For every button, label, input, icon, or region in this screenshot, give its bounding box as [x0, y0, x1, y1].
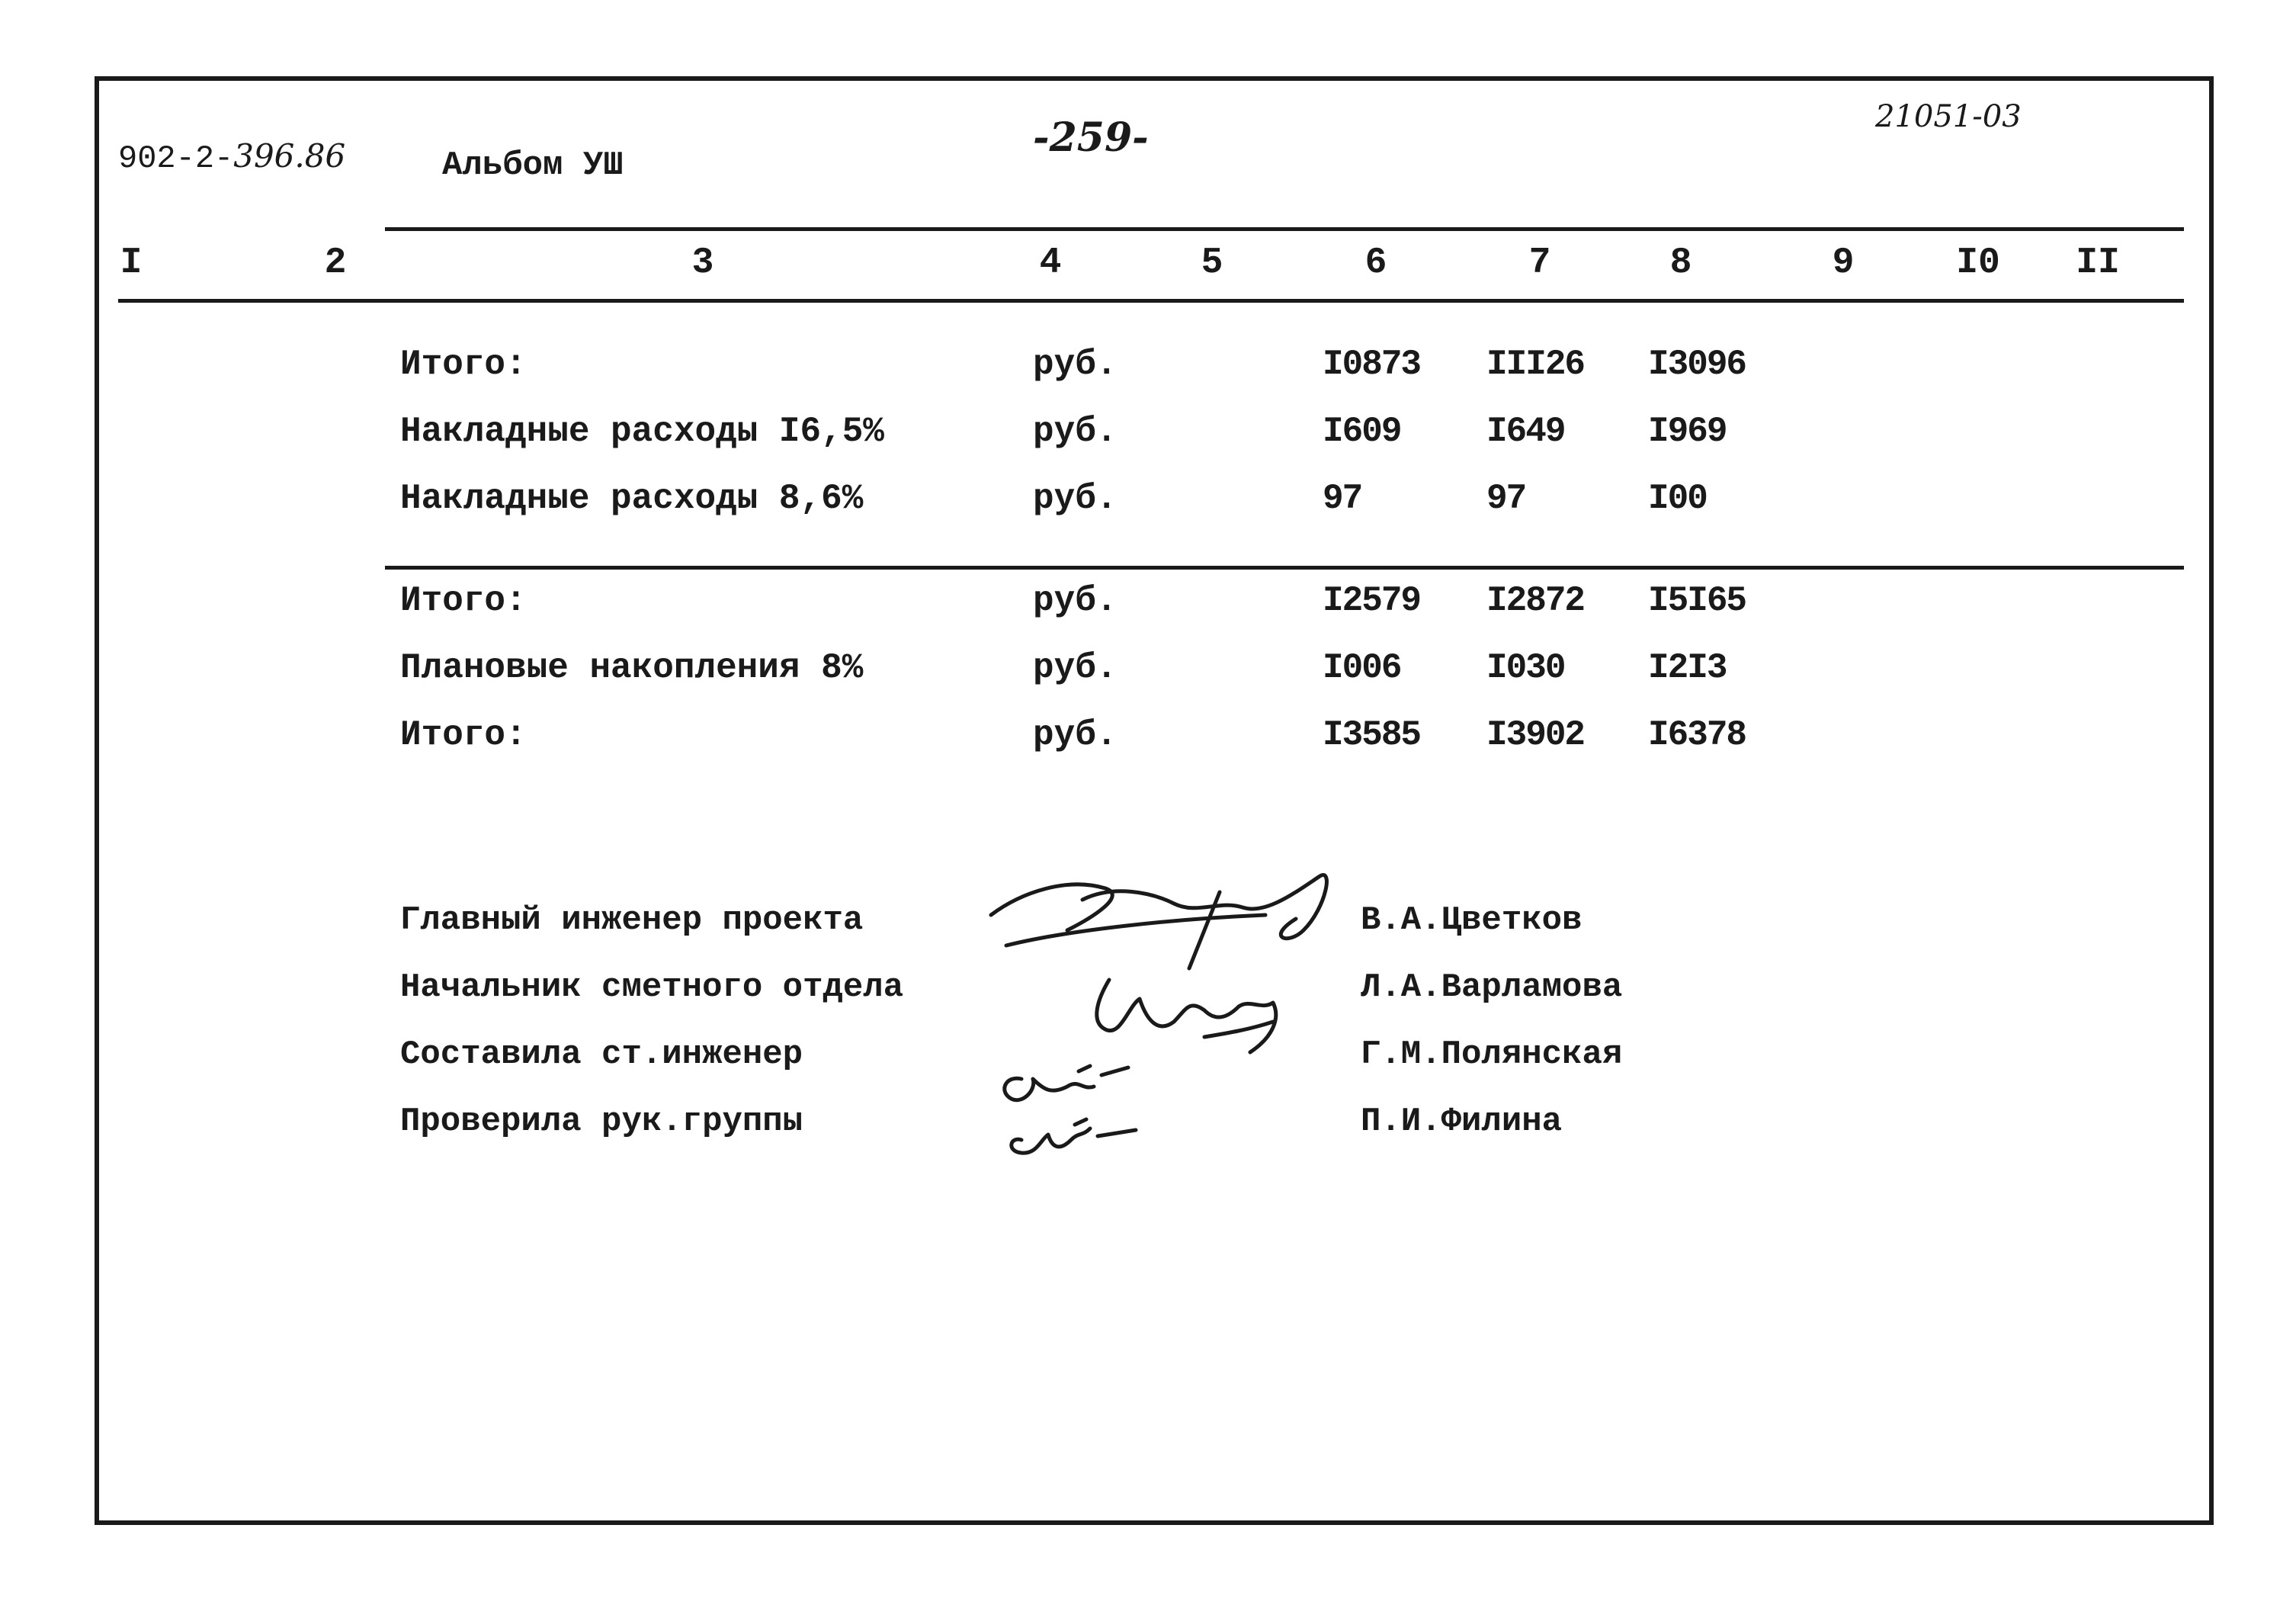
column-header-6: 6: [1364, 242, 1387, 284]
row-value-col6: I0873: [1323, 345, 1421, 384]
header-top-rule: [385, 227, 2184, 231]
signature-role: Начальник сметного отдела: [400, 968, 904, 1006]
signature-name: В.А.Цветков: [1361, 901, 1583, 939]
row-value-col7: III26: [1486, 345, 1585, 384]
column-header-3: 3: [691, 242, 714, 284]
row-unit: руб.: [1033, 479, 1118, 518]
project-code-prefix: 902-2-: [118, 140, 234, 177]
subtotal-rule: [385, 566, 2184, 570]
column-header-1: I: [120, 242, 143, 284]
column-header-7: 7: [1528, 242, 1551, 284]
project-code-handwritten: 396.86: [233, 137, 346, 175]
row-value-col7: I3902: [1486, 715, 1585, 755]
signature-role: Проверила рук.группы: [400, 1103, 803, 1141]
signature-1: [991, 875, 1326, 968]
row-value-col8: I3096: [1648, 345, 1746, 384]
column-header-9: 9: [1832, 242, 1855, 284]
signature-role: Главный инженер проекта: [400, 901, 864, 939]
signature-4: [1012, 1119, 1136, 1153]
handwritten-signatures: [976, 846, 1372, 1167]
signature-role: Составила ст.инженер: [400, 1035, 803, 1074]
project-code: [118, 137, 345, 177]
row-label: Накладные расходы I6,5%: [400, 412, 884, 451]
column-header-5: 5: [1201, 242, 1223, 284]
column-header-10: I0: [1956, 242, 2000, 284]
row-unit: руб.: [1033, 581, 1118, 621]
row-value-col7: I030: [1486, 648, 1565, 688]
row-unit: руб.: [1033, 412, 1118, 451]
row-value-col6: 97: [1323, 479, 1362, 518]
document-number: 21051-03: [1875, 99, 2022, 134]
row-value-col7: 97: [1486, 479, 1526, 518]
signature-3: [1005, 1066, 1128, 1100]
row-label: Итого:: [400, 715, 527, 755]
row-value-col6: I2579: [1323, 581, 1421, 621]
row-value-col6: I006: [1323, 648, 1401, 688]
row-value-col8: I5I65: [1648, 581, 1746, 621]
row-value-col8: I00: [1648, 479, 1707, 518]
page-number: -259-: [1033, 114, 1149, 161]
document-frame: [95, 76, 2214, 1525]
signature-name: Г.М.Полянская: [1361, 1035, 1623, 1074]
row-value-col7: I2872: [1486, 581, 1585, 621]
row-label: Плановые накопления 8%: [400, 648, 864, 688]
row-label: Итого:: [400, 581, 527, 621]
signature-name: П.И.Филина: [1361, 1103, 1563, 1141]
row-label: Итого:: [400, 345, 527, 384]
header-bottom-rule: [118, 299, 2184, 303]
row-value-col6: I609: [1323, 412, 1401, 451]
row-value-col8: I2I3: [1648, 648, 1727, 688]
column-header-2: 2: [324, 242, 347, 284]
row-value-col7: I649: [1486, 412, 1565, 451]
signature-name: Л.А.Варламова: [1361, 968, 1623, 1006]
row-label: Накладные расходы 8,6%: [400, 479, 864, 518]
row-value-col6: I3585: [1323, 715, 1421, 755]
row-unit: руб.: [1033, 345, 1118, 384]
signature-2: [1097, 980, 1276, 1052]
column-header-11: II: [2076, 242, 2120, 284]
row-unit: руб.: [1033, 715, 1118, 755]
row-value-col8: I969: [1648, 412, 1727, 451]
row-value-col8: I6378: [1648, 715, 1746, 755]
column-header-8: 8: [1669, 242, 1692, 284]
row-unit: руб.: [1033, 648, 1118, 688]
column-header-4: 4: [1039, 242, 1062, 284]
album-title: Альбом УШ: [442, 146, 624, 185]
